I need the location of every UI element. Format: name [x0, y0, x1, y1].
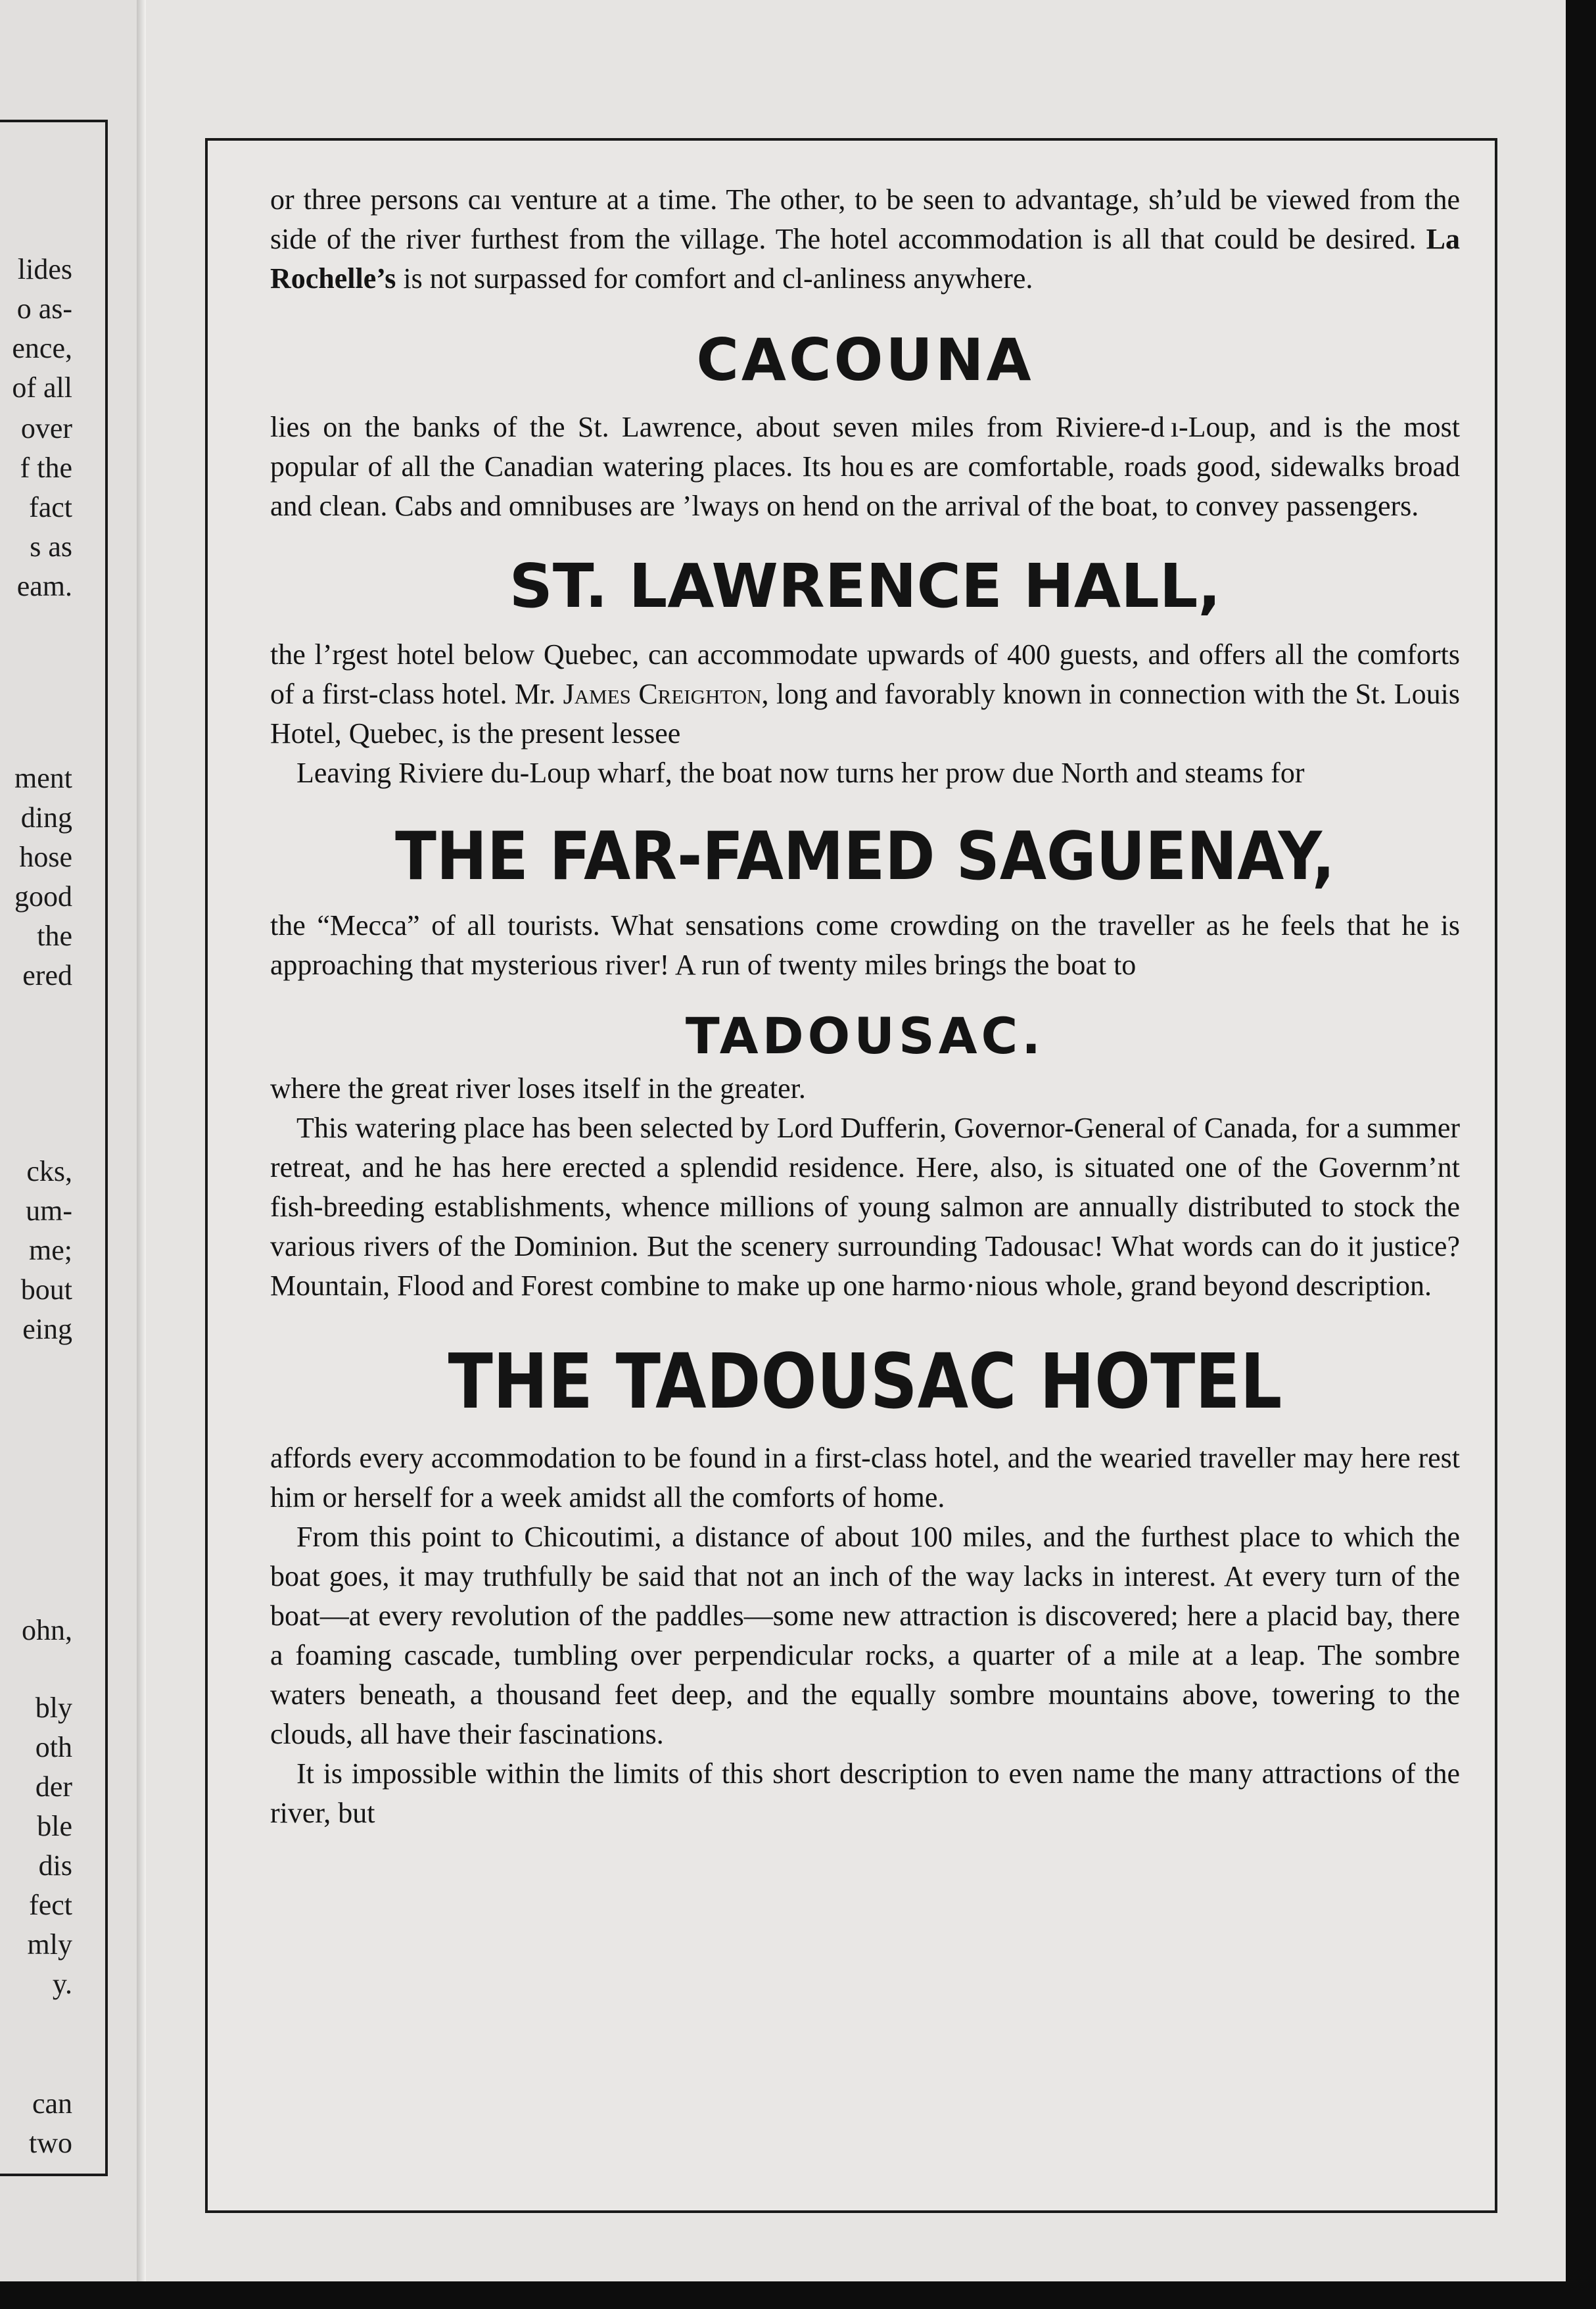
hall-paragraph	[270, 635, 1460, 753]
left-column-line: cks,	[26, 1155, 72, 1187]
intro-text-1: or three persons caı venture at a time. The other, to be seen to advantage, sh’uld be viewed from the side of the river furthest from the village. The hotel accommodation is all that could be desired.	[270, 183, 1460, 255]
tadousac-hotel-heading: THE TADOUSAC HOTEL	[448, 1337, 1282, 1426]
saguenay-heading: THE FAR-FAMED SAGUENAY,	[395, 817, 1335, 895]
left-column-line: ered	[22, 959, 72, 991]
main-content	[270, 180, 1460, 1833]
st-lawrence-hall-heading: ST. LAWRENCE HALL,	[509, 551, 1221, 621]
tadousac-heading: TADOUSAC.	[685, 1007, 1045, 1065]
left-column-line: s as	[30, 531, 72, 563]
intro-paragraph	[270, 180, 1460, 298]
hotel-paragraph-2: From this point to Chicoutimi, a distance of about 100 miles, and the furthest place to which the boat goes, it may truthfully be said that not an inch of the way lacks in interest. At every turn of the boat—at every revolution of the paddles—some new attraction is discovered; here a placid bay, there a foaming cascade, tumbling over perpendicular rocks, a quarter of a mile at a leap. The sombre waters beneath, a thousand feet deep, and the equally sombre mountains above, towering to the clouds, all have their fascinations.	[270, 1521, 1460, 1750]
left-column-line: bly	[35, 1692, 72, 1724]
james-creighton-name: James Creighton	[563, 678, 762, 710]
left-column-line: over	[20, 412, 72, 444]
left-column-line: mly	[27, 1928, 72, 1961]
intro-text-2: is not surpassed for comfort and cl‑anliness anywhere.	[396, 262, 1033, 295]
left-column-line: y.	[52, 1968, 72, 2000]
left-column-line: can	[32, 2087, 72, 2120]
left-column-line: fect	[29, 1889, 72, 1921]
left-column-line: ohn,	[22, 1614, 72, 1646]
main-column-frame	[205, 138, 1497, 2213]
saguenay-paragraph: the “Mecca” of all tourists. What sensations come crowding on the traveller as he feels that he is approaching that mysterious river! A run of twenty miles brings the boat to	[270, 909, 1460, 981]
left-column-line: me;	[29, 1234, 72, 1266]
left-column-line: oth	[35, 1731, 72, 1763]
left-column-line: dis	[38, 1849, 72, 1882]
left-column-line: eing	[22, 1313, 72, 1345]
left-column-line: f the	[20, 452, 72, 484]
hall-text-1: the l’rgest hotel below Quebec, can accommodate upwards of 400 guests, and offers all the comforts of a first-class hotel. Mr.	[270, 638, 1460, 710]
left-column-line: eam.	[16, 570, 72, 602]
left-column-line: the	[37, 920, 72, 952]
left-column-line: bout	[20, 1274, 72, 1306]
left-column-line: lides	[17, 253, 72, 285]
left-column-line: ence,	[12, 332, 72, 364]
tadousac-paragraph-1: where the great river loses itself in the greater.	[270, 1072, 806, 1105]
left-column-line: fact	[29, 491, 72, 523]
leaving-paragraph: Leaving Riviere du-Loup wharf, the boat now turns her prow due North and steams for	[296, 757, 1305, 789]
left-column-line: um-	[26, 1195, 72, 1227]
left-column-line: two	[29, 2127, 72, 2159]
left-column-line: ble	[37, 1810, 72, 1842]
left-column-line: der	[35, 1771, 72, 1803]
cacouna-paragraph: lies on the banks of the St. Lawrence, about seven miles from Riviere-d ı-Loup, and is the most popular of all the Canadian watering places. Its hou es are comfortable, roads good, sidewalks broad and clean. Cabs and omnibuses are ’lways on hend on the arrival of the boat, to convey passengers.	[270, 411, 1460, 522]
hall-text-2: , long and favorably known in connection with the St. Louis Hotel, Quebec, is the present lessee	[270, 678, 1460, 750]
left-column-line: good	[14, 880, 72, 913]
la-rochelle-name: La Rochelle’s	[270, 223, 1460, 295]
hotel-paragraph-1: affords every accommodation to be found in a first-class hotel, and the wearied traveller may here rest him or herself for a week amidst all the comforts of home.	[270, 1442, 1460, 1513]
left-column-line: ding	[20, 801, 72, 834]
tadousac-paragraph-2: This watering place has been selected by Lord Dufferin, Governor-General of Canada, for a summer retreat, and he has here erected a splendid residence. Here, also, is situated one of the Governm’nt fish-breeding establishments, whence millions of young salmon are annually distributed to stock the various rivers of the Dominion. But the scenery surrounding Tadousac! What words can do it justice? Mountain, Flood and Forest combine to make up one harmo·nious whole, grand beyond description.	[270, 1112, 1460, 1302]
hotel-paragraph-3: It is impossible within the limits of this short description to even name the many attractions of the river, but	[270, 1757, 1460, 1829]
page-fold	[137, 0, 146, 2281]
left-column-line: of all	[12, 371, 72, 404]
left-column-line: o as-	[16, 293, 72, 325]
left-column-line: hose	[19, 841, 72, 873]
cacouna-heading: CACOUNA	[696, 326, 1034, 394]
left-column-line: ment	[14, 762, 72, 794]
